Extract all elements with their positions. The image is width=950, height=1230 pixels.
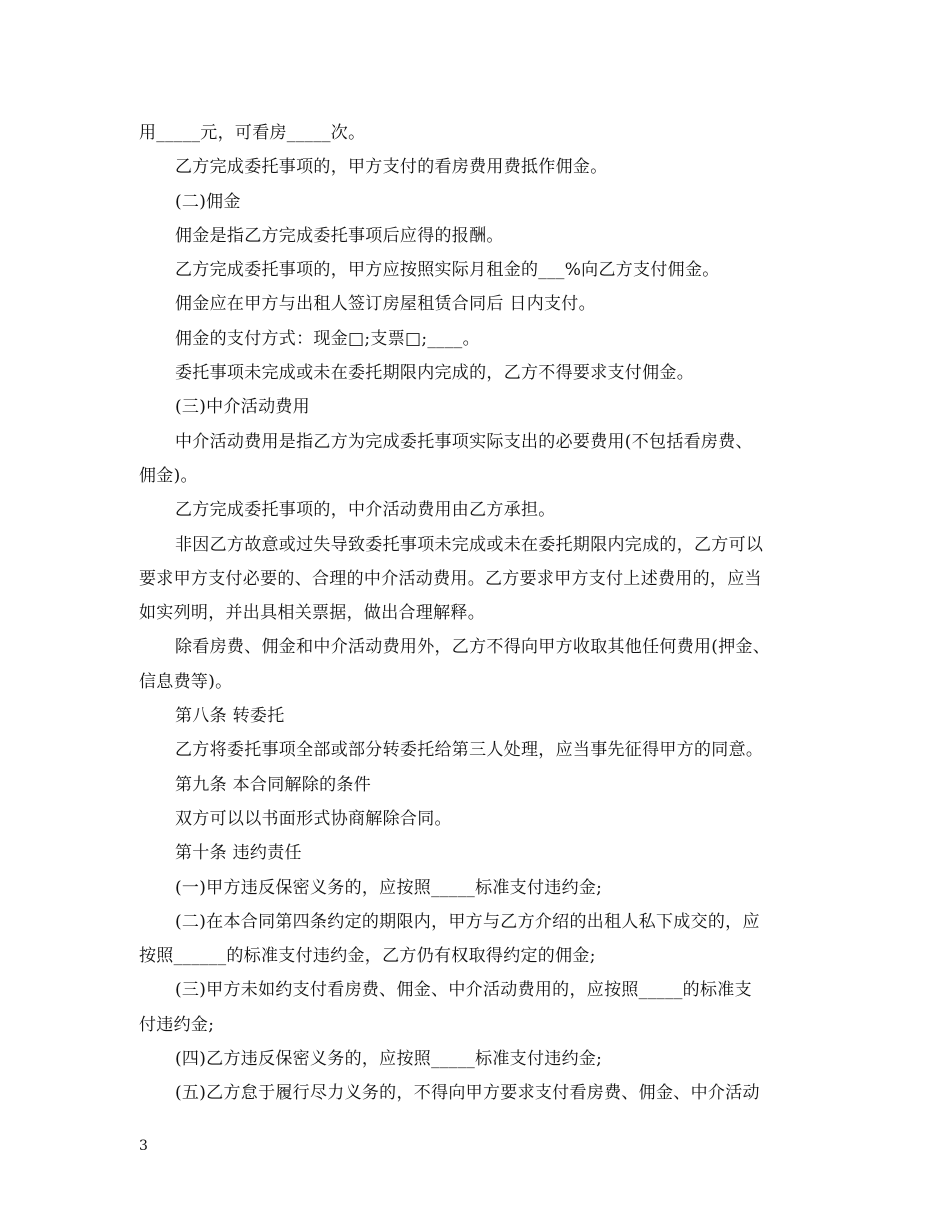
text-line: (三)甲方未如约支付看房费、佣金、中介活动费用的，应按照_____的标准支 <box>175 980 752 1001</box>
text-line: (二)在本合同第四条约定的期限内，甲方与乙方介绍的出租人私下成交的，应 <box>175 911 760 932</box>
text-line: 信息费等)。 <box>139 671 233 692</box>
text-line: 佣金是指乙方完成委托事项后应得的报酬。 <box>175 225 504 246</box>
section-heading: (三)中介活动费用 <box>175 397 310 418</box>
page-number: 3 <box>139 1138 148 1154</box>
text-line: 乙方将委托事项全部或部分转委托给第三人处理，应当事先征得甲方的同意。 <box>175 740 764 761</box>
text-line: (四)乙方违反保密义务的，应按照_____标准支付违约金; <box>175 1049 603 1070</box>
text-line: 要求甲方支付必要的、合理的中介活动费用。乙方要求甲方支付上述费用的，应当 <box>139 568 762 589</box>
text-line: 如实列明，并出具相关票据，做出合理解释。 <box>139 603 485 624</box>
text-line: 佣金的支付方式：现金□;支票□;____。 <box>175 328 480 349</box>
text-line: 乙方完成委托事项的，甲方支付的看房费用费抵作佣金。 <box>175 157 608 178</box>
text-line: 乙方完成委托事项的，中介活动费用由乙方承担。 <box>175 500 556 521</box>
text-line: 乙方完成委托事项的，甲方应按照实际月租金的___%向乙方支付佣金。 <box>175 260 720 281</box>
text-line: 非因乙方故意或过失导致委托事项未完成或未在委托期限内完成的，乙方可以 <box>175 534 764 555</box>
article-heading: 第九条 本合同解除的条件 <box>175 774 372 795</box>
text-line: 用_____元，可看房_____次。 <box>139 123 366 143</box>
text-line: 除看房费、佣金和中介活动费用外，乙方不得向甲方收取其他任何费用(押金、 <box>175 637 771 658</box>
article-heading: 第八条 转委托 <box>175 706 285 727</box>
text-line: 双方可以以书面形式协商解除合同。 <box>175 808 452 829</box>
text-line: (五)乙方怠于履行尽力义务的，不得向甲方要求支付看房费、佣金、中介活动 <box>175 1083 760 1104</box>
document-body <box>139 116 819 1111</box>
text-line: 按照______的标准支付违约金，乙方仍有权取得约定的佣金; <box>139 946 596 967</box>
text-line: 委托事项未完成或未在委托期限内完成的，乙方不得要求支付佣金。 <box>175 363 694 384</box>
section-heading: (二)佣金 <box>175 191 241 212</box>
text-line: (一)甲方违反保密义务的，应按照_____标准支付违约金; <box>175 877 603 898</box>
text-line: 佣金应在甲方与出租人签订房屋租赁合同后 日内支付。 <box>175 294 596 315</box>
text-line: 付违约金; <box>139 1014 215 1035</box>
text-line: 佣金)。 <box>139 465 198 486</box>
text-line: 中介活动费用是指乙方为完成委托事项实际支出的必要费用(不包括看房费、 <box>175 431 753 452</box>
article-heading: 第十条 违约责任 <box>175 843 302 864</box>
